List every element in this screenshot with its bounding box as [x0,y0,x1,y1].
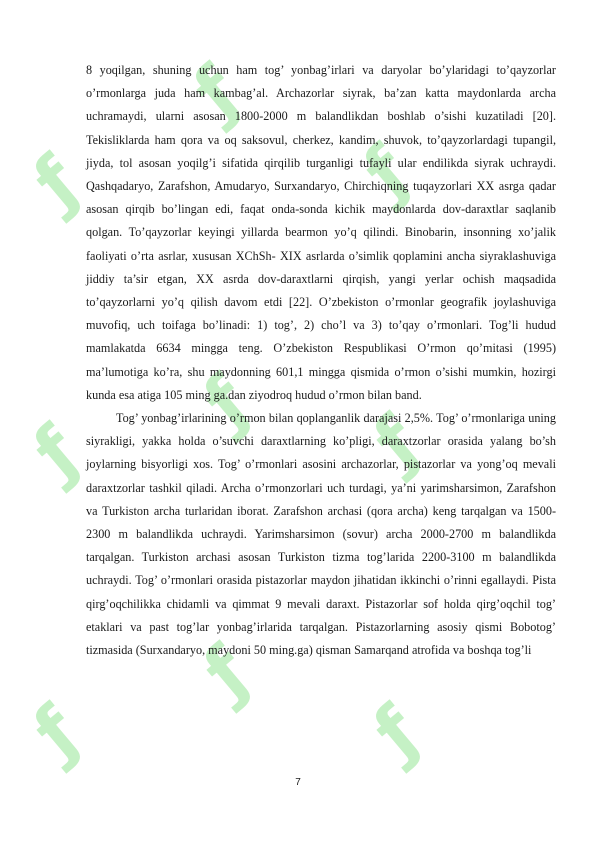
watermark-glyph: ƒ [188,630,265,714]
paragraph-2: Tog’ yonbag’irlarining o’rmon bilan qoplanganlik darajasi 2,5%. Tog’ o’rmonlariga uning siyrakligi, yakka holda o’suvchi daraxtlarning ko’pligi, daraxtzorlar orasida yalang bo’sh joylarning bisyorligi xos. Tog’ o’rmonlari asosini archazorlar, pistazorlar va yong’oq mevali daraxtzorlar tashkil qiladi. Archa o’rmonzorlari uch turdagi, ya’ni yarimsharsimon, Zarafshon va Turkiston archa turlaridan iborat. Zarafshon archasi (qora archa) keng tarqalgan va 1500-2300 m balandlikda uchraydi. Yarimsharsimon (sovur) archa 2000-2700 m balandlikda tarqalgan. Turkiston archasi asosan Turkiston tizma tog’larida 2200-3100 m balandlikda uchraydi. Tog’ o’rmonlari orasida pistazorlar maydon jihatidan ikkinchi o’rinni egallaydi. Pista qirg’oqchilikka chidamli va qimmat 9 mevali daraxt. Pistazorlar sof holda qirg’oqchil tog’ etaklari va past tog’lar yonbag’irlarida tarqalgan. Pistazorlarning asosiy qismi Bobotog’ tizmasida (Surxandaryo, maydoni 50 ming.ga) qisman Samarqand atrofida va boshqa tog’li [86,411,556,658]
watermark-glyph: ƒ [188,360,265,444]
watermark-glyph: ƒ [358,400,435,484]
watermark-glyph: ƒ [18,140,95,224]
watermark-glyph: ƒ [358,690,435,774]
watermark-glyph: ƒ [178,50,255,134]
page-number: 7 [295,777,301,788]
watermark-glyph: ƒ [18,410,95,494]
watermark-glyph: ƒ [348,130,425,214]
paragraph-1: 8 yoqilgan, shuning uchun ham tog’ yonbag’irlari va daryolar bo’ylaridagi to’qayzorlar o’rmonlarga juda ham kambag’al. Archazorlar siyrak, ba’zan katta maydonlarda archa uchramaydi, ularni asosan 1800-2000 m balandlikdan boshlab o’sishi kuzatiladi [20]. Tekisliklarda ham qora va oq saksovul, cherkez, kandim, shuvok, to’qayzorlardagi tupangil, jiyda, tol asosan yoqilg’i sifatida qirqilib turganligi tufayli ular endilikda siyrak uchraydi. Qashqadaryo, Zarafshon, Amudaryo, Surxandaryo, Chirchiqning tuqayzorlari XX asrga qadar asosan qirqib bo’lingan edi, faqat onda-sonda kichik maydonlarda dov-daraxtlar saqlanib qolgan. To’qayzorlar keyingi yillarda bearmon yo’q qilindi. Binobarin, insonning xo’jalik faoliyati o’rta asrlar, xususan XChSh- XIX asrlarda o’simlik qoplamini ancha siyraklashuviga jiddiy ta’sir etgan, XX asrda dov-daraxtlarni qirqish, yangi yerlar ochish maqsadida to’qayzorlarni yo’q qilish davom etdi [22]. O’zbekiston o’rmonlar geografik joylashuviga muvofiq, uch toifaga bo’linadi: 1) tog’, 2) cho’l va 3) to’qay o’rmonlari. Tog’li hudud mamlakatda 6634 mingga teng. O’zbekiston Respublikasi O’rmon qo’mitasi (1995) ma’lumotiga ko’ra, shu maydonning 601,1 mingga qismida o’rmon o’sishi mumkin, hozirgi kunda esa atiga 105 ming ga.dan ziyodroq hudud o’rmon bilan band. [86,63,556,402]
body-text [86,59,556,662]
watermark-glyph: ƒ [18,690,95,774]
